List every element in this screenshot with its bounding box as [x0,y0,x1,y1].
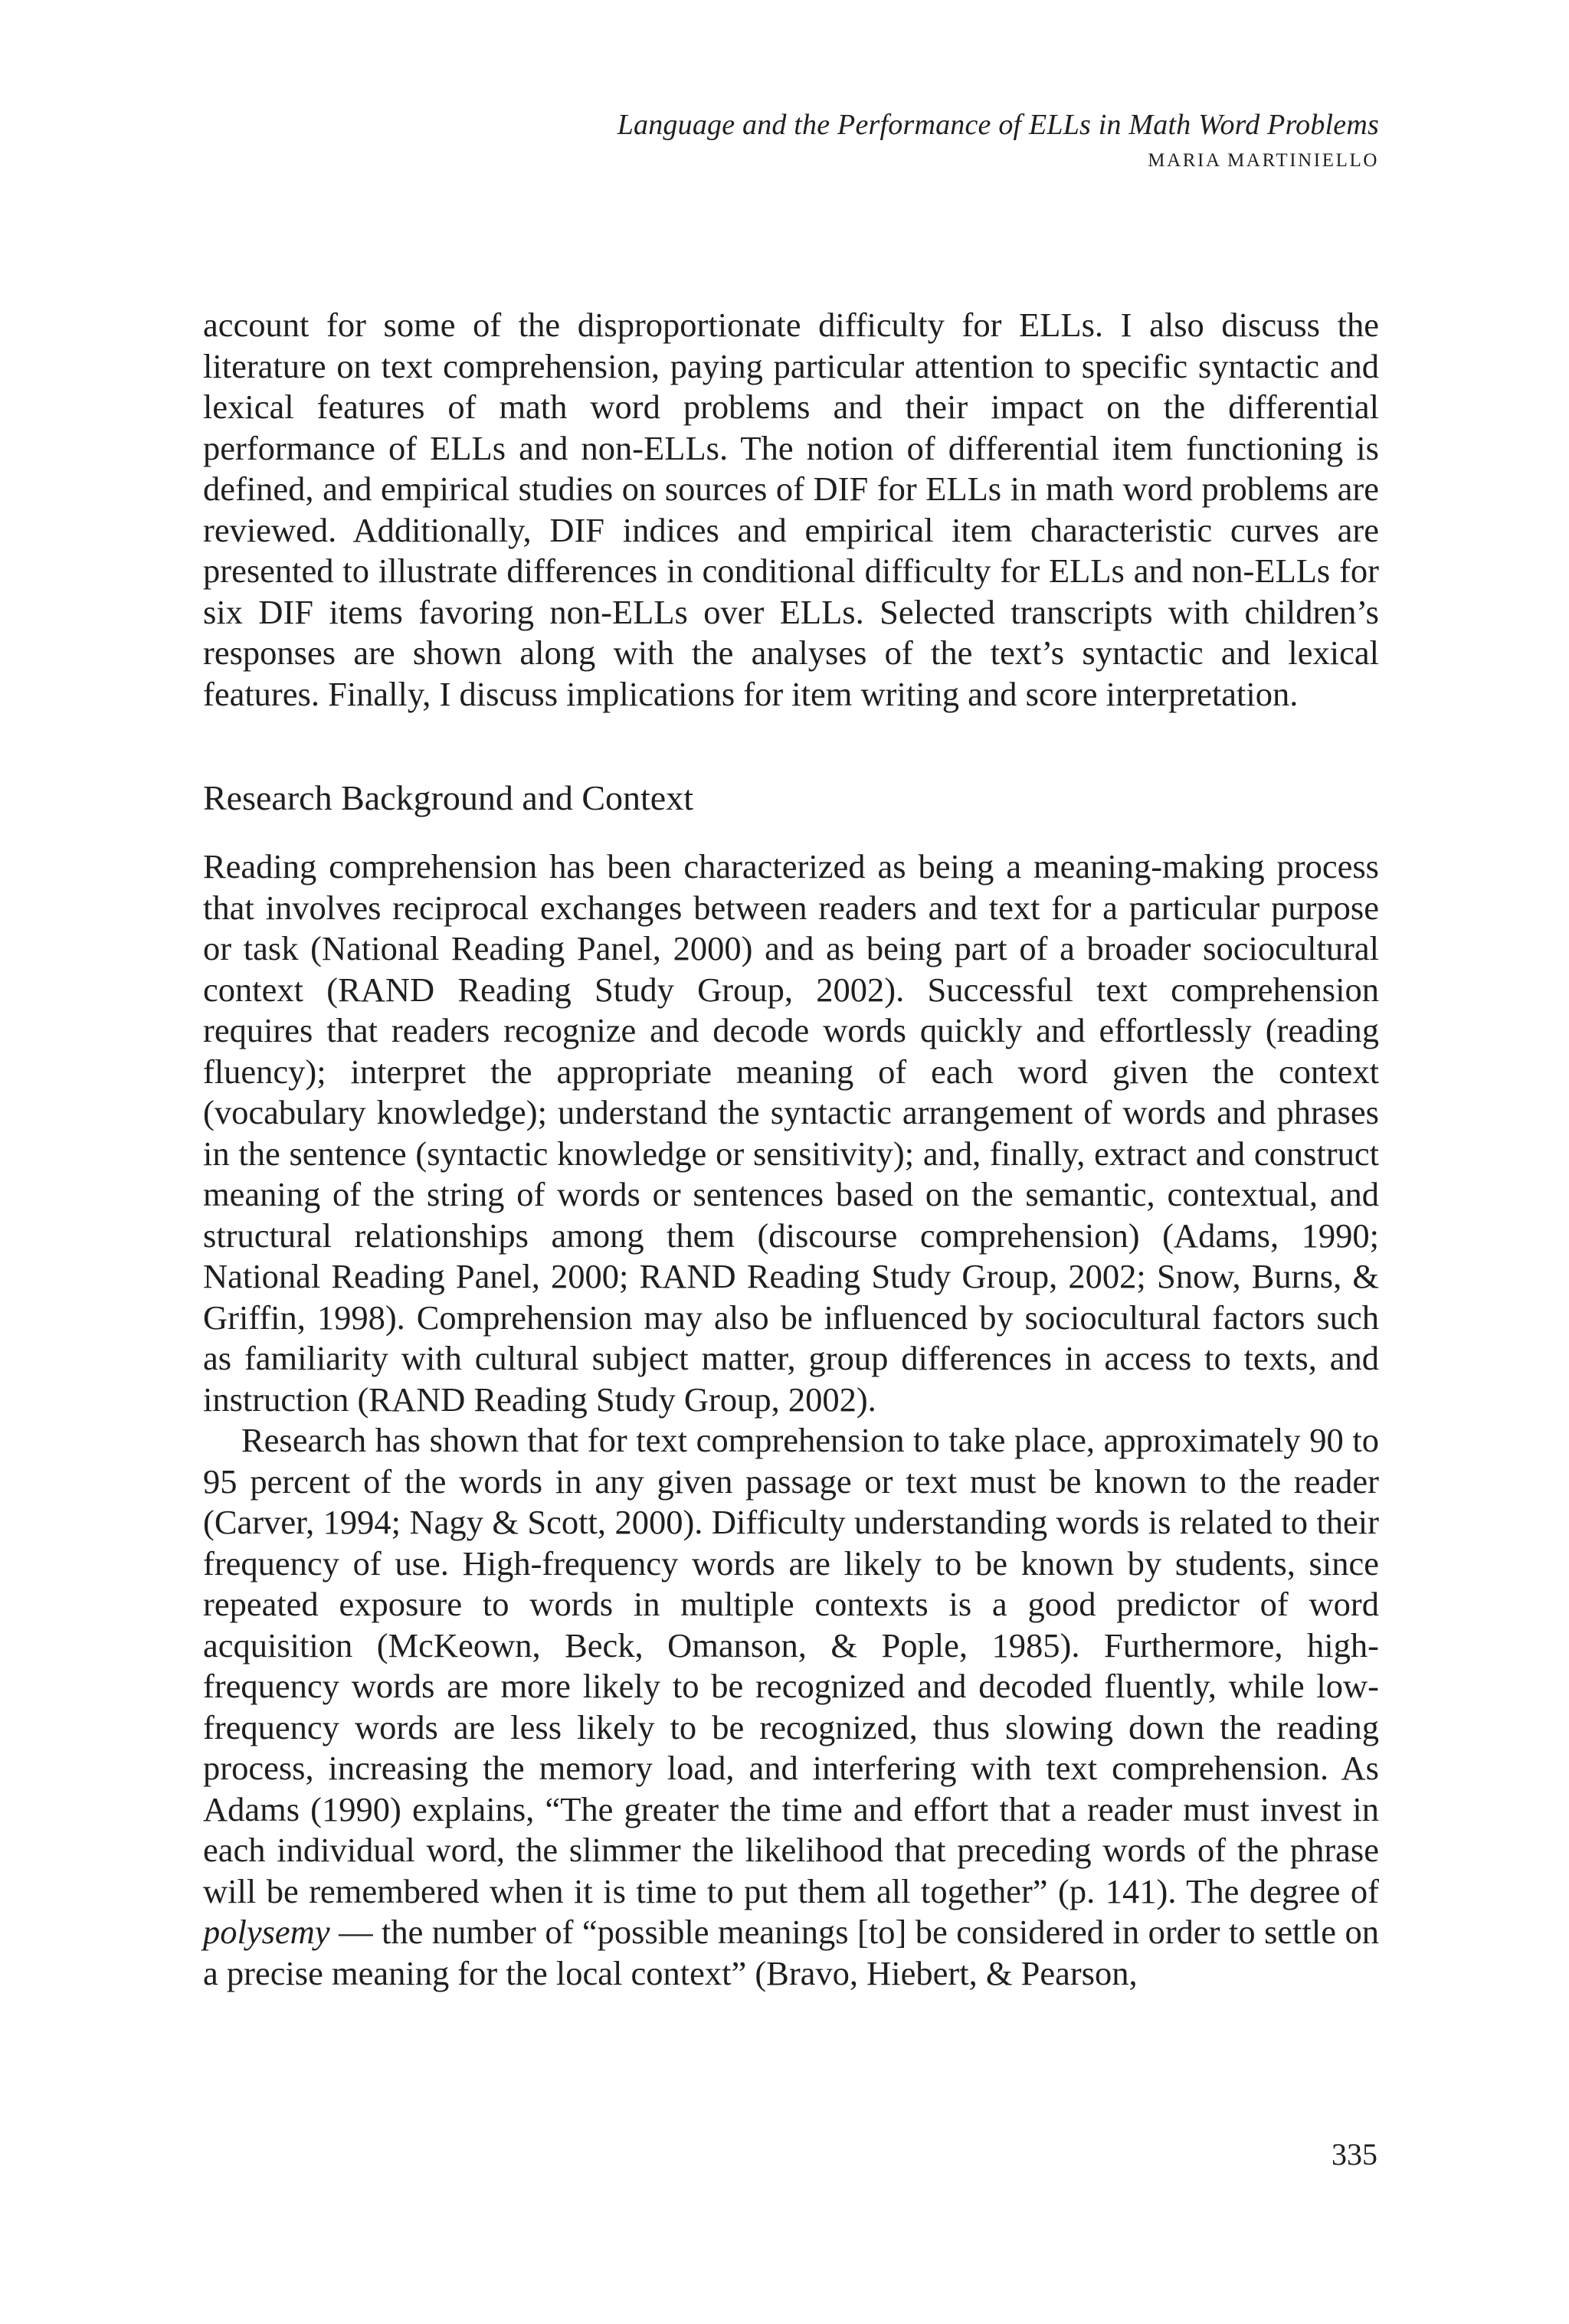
running-author: MARIA MARTINIELLO [1148,150,1379,171]
page-number: 335 [1332,2137,1377,2172]
paragraph-2: Reading comprehension has been characterized as being a meaning-making process that involves reciprocal exchanges between readers and text for a particular purpose or task (National Reading Panel, 2000) and as being part of a broader sociocultural context (RAND Reading Study Group, 2002). Successful text comprehension requires that readers recognize and decode words quickly and effortlessly (reading fluency); interpret the appropriate meaning of each word given the context (vocabulary knowledge); understand the syntactic arrangement of words and phrases in the sentence (syntactic knowledge or sensitivity); and, finally, extract and construct meaning of the string of words or sentences based on the semantic, contextual, and structural relationships among them (discourse comprehension) (Adams, 1990; National Reading Panel, 2000; RAND Reading Study Group, 2002; Snow, Burns, & Griffin, 1998). Comprehension may also be influenced by sociocultural factors such as familiarity with cultural subject matter, group differences in access to texts, and instruction (RAND Reading Study Group, 2002). [203,847,1379,1419]
intro-paragraph: account for some of the disproportionate difficulty for ELLs. I also discuss the literature on text comprehension, paying particular attention to specific syntactic and lexical features of math word problems and their impact on the differential performance of ELLs and non-ELLs. The notion of differential item functioning is defined, and empirical studies on sources of DIF for ELLs in math word problems are reviewed. Additionally, DIF indices and empirical item characteristic curves are presented to illustrate differences in conditional difficulty for ELLs and non-ELLs for six DIF items favoring non-ELLs over ELLs. Selected transcripts with children’s responses are shown along with the analyses of the text’s syntactic and lexical features. Finally, I discuss implications for item writing and score interpretation. [203,306,1379,713]
body-text [203,305,1379,1994]
running-head [617,107,1379,173]
paragraph-3 [203,1420,1379,1994]
running-title: Language and the Performance of ELLs in Math Word Problems [617,109,1379,141]
paragraph-3-term: polysemy [203,1913,330,1951]
section-heading: Research Background and Context [203,778,693,817]
paragraph-3-end: — the number of “possible meanings [to] be considered in order to settle on a precise meaning for the local context” (Bravo, Hiebert, & Pearson, [203,1913,1379,1992]
paragraph-3-start: Research has shown that for text comprehension to take place, approximately 90 to 95 percent of the words in any given passage or text must be known to the reader (Carver, 1994; Nagy & Scott, 2000). Difficulty understanding words is related to their frequency of use. High-frequency words are likely to be known by students, since repeated exposure to words in multiple contexts is a good predictor of word acquisition (McKeown, Beck, Omanson, & Pople, 1985). Furthermore, high-frequency words are more likely to be recognized and decoded fluently, while low-frequency words are less likely to be recognized, thus slowing down the reading process, increasing the memory load, and interfering with text comprehension. As Adams (1990) explains, “The greater the time and effort that a reader must invest in each individual word, the slimmer the likelihood that preceding words of the phrase will be remembered when it is time to put them all together” (p. 141). The degree of [203,1421,1379,1910]
